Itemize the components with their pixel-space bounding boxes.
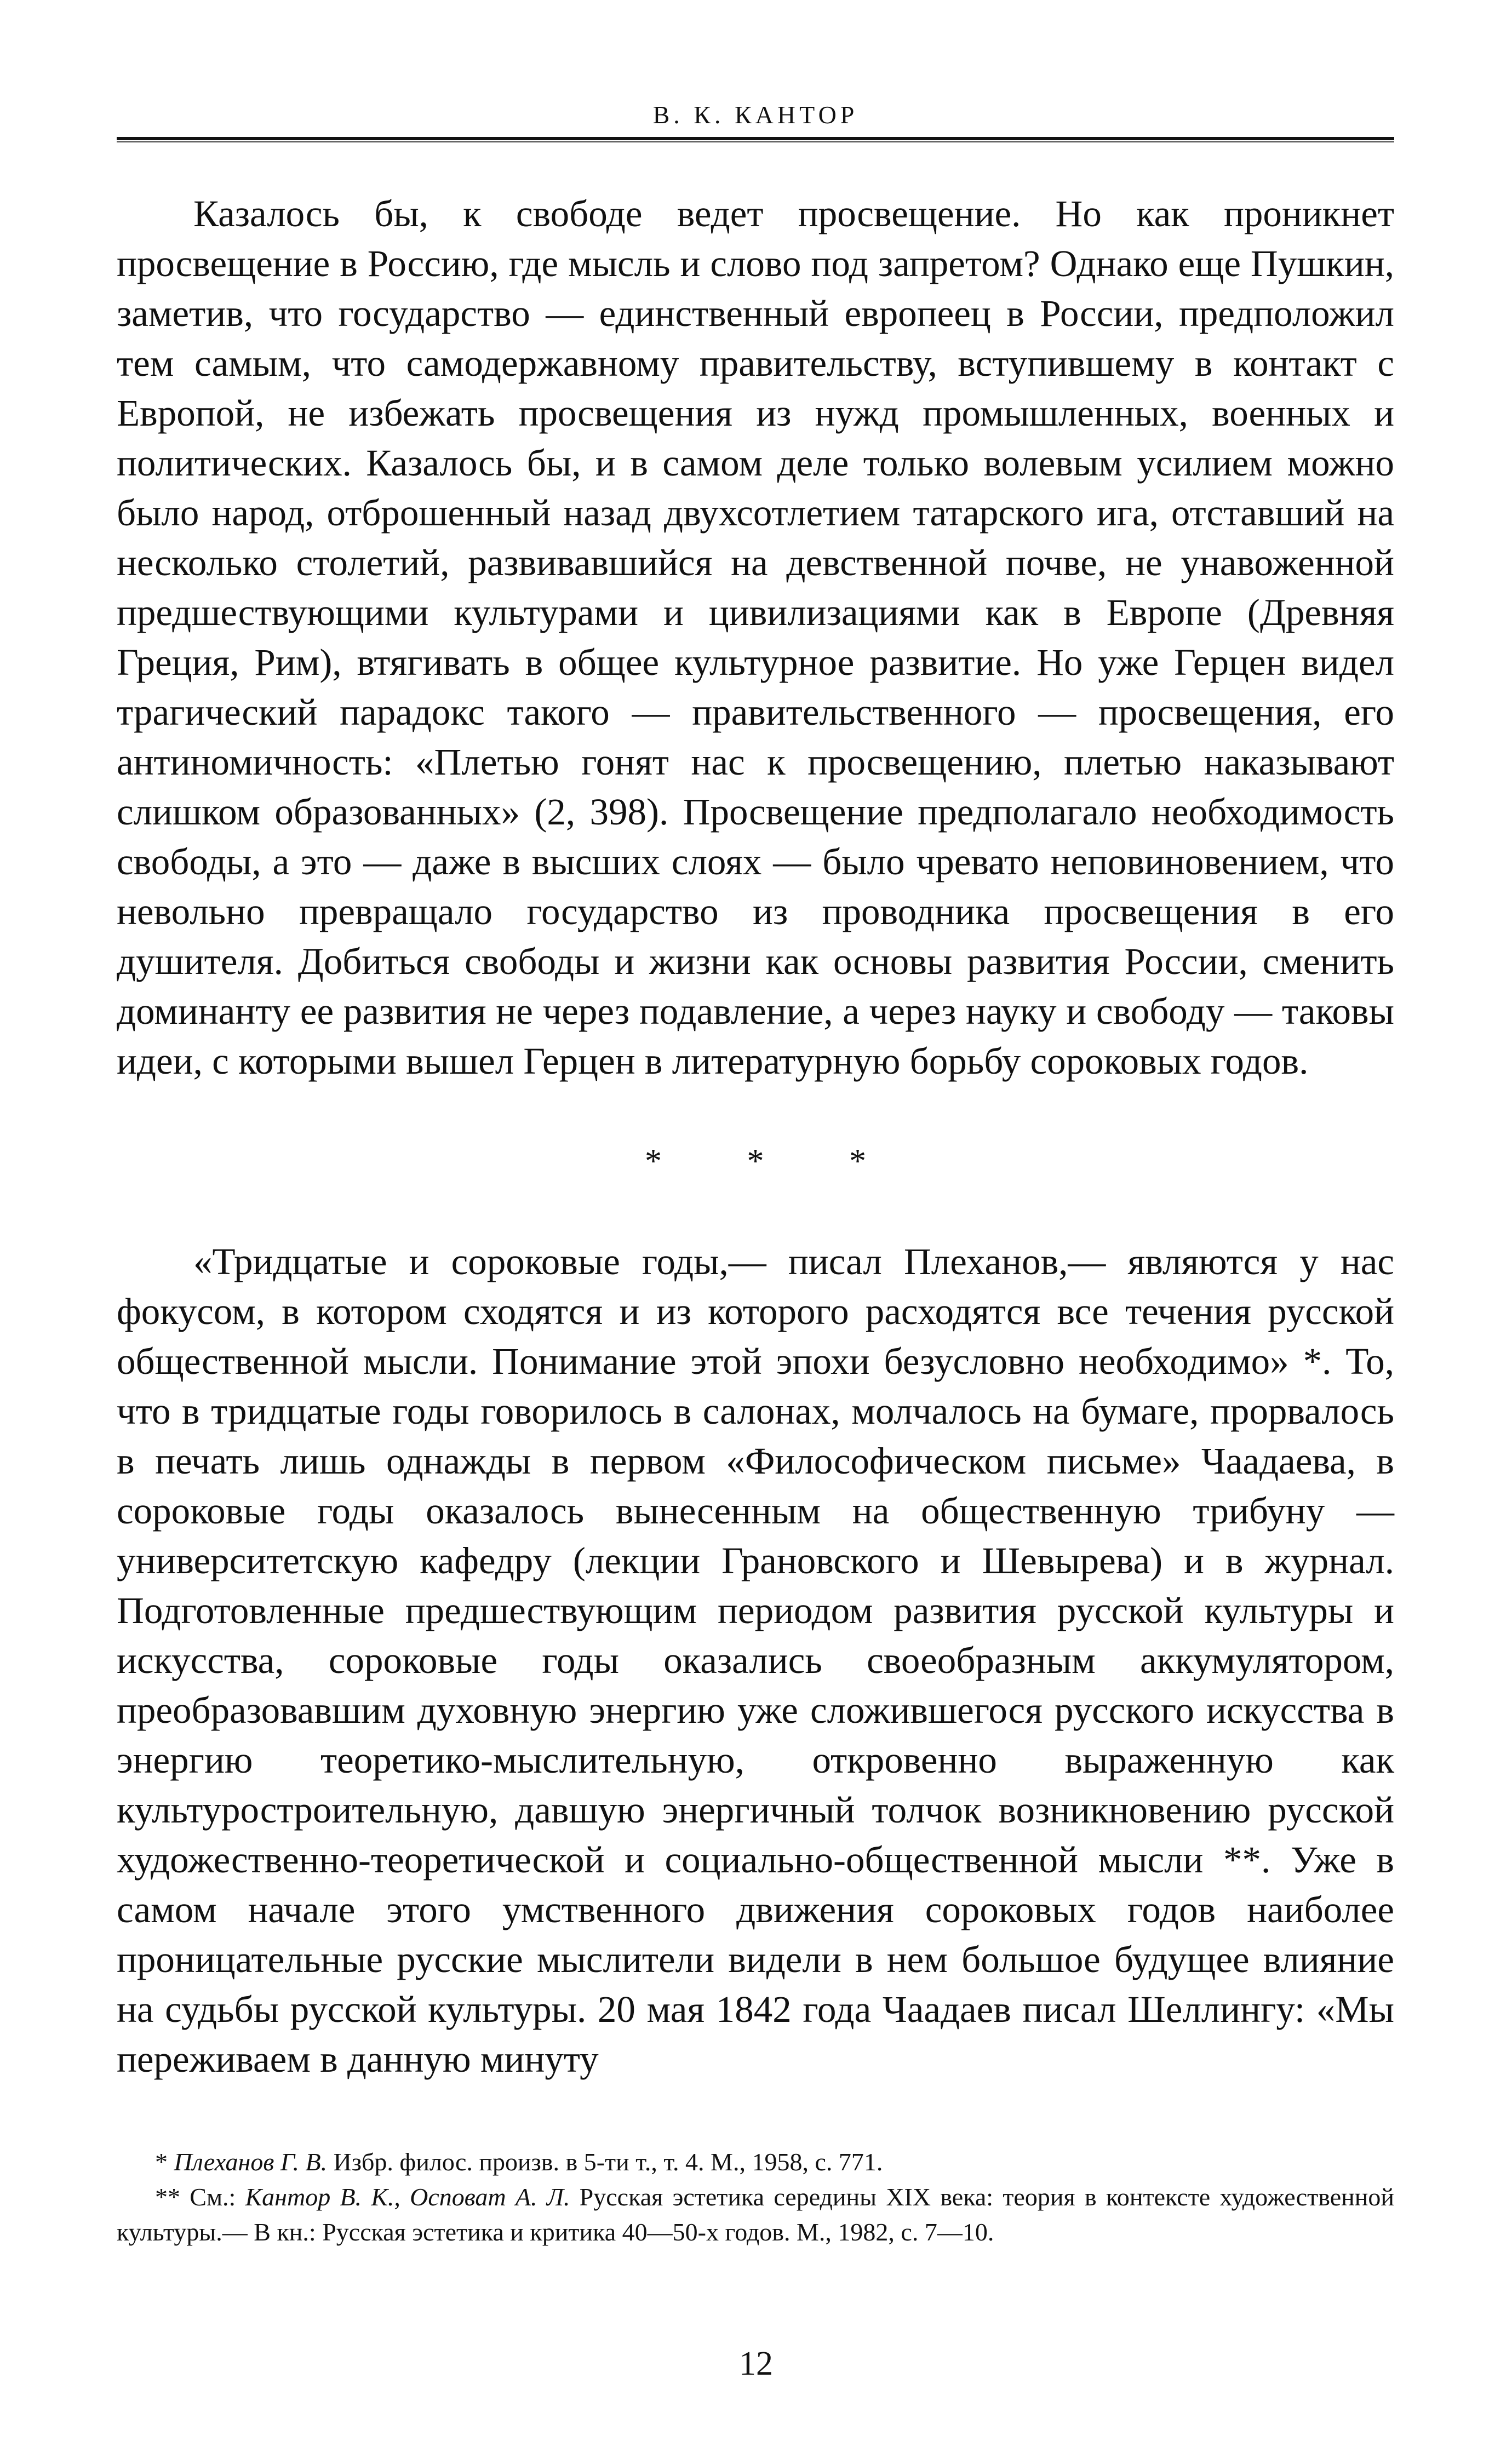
footnote-marker: * — [155, 2148, 174, 2176]
footnote-text: Русская эстетика середины XIX века: теория в контексте художественной культуры.— В кн.: Русская эстетика и критика 40—50-х годов. М., 1982, с. 7—10. — [117, 2183, 1395, 2246]
body-text — [117, 189, 1394, 2084]
footnote-author: Кантор В. К., Осповат А. Л. — [245, 2183, 570, 2211]
header-rule — [117, 137, 1394, 142]
paragraph: «Тридцатые и сороковые годы,— писал Плеханов,— являются у нас фокусом, в котором сходятся и из которого расходятся все течения русской общественной мысли. Понимание этой эпохи безусловно необходимо» *. То, что в тридцатые годы говорилось в салонах, молчалось на бумаге, прорвалось в печать лишь однажды в первом «Философическом письме» Чаадаева, в сороковые годы оказалось вынесенным на общественную трибуну — университетскую кафедру (лекции Грановского и Шевырева) и в журнал. Подготовленные предшествующим периодом развития русской культуры и искусства, сороковые годы оказались своеобразным аккумулятором, преобразовавшим духовную энергию уже сложившегося русского искусства в энергию теоретико-мыслительную, откровенно выраженную как культуростроительную, давшую энергичный толчок возникновению русской художественно-теоретической и социально-общественной мысли **. Уже в самом начале этого умственного движения сороковых годов наиболее проницательные русские мыслители видели в нем большое будущее влияние на судьбы русской культуры. 20 мая 1842 года Чаадаев писал Шеллингу: «Мы переживаем в данную минуту — [117, 1241, 1394, 2080]
footnote — [117, 2145, 1394, 2180]
footnote-author: Плеханов Г. В. — [174, 2148, 328, 2176]
page-number: 12 — [739, 2345, 773, 2382]
footnote-marker: ** См.: — [155, 2183, 245, 2211]
footnote-text: Избр. филос. произв. в 5-ти т., т. 4. М., 1958, с. 771. — [327, 2148, 883, 2176]
book-page — [117, 99, 1394, 2250]
running-head: В. К. КАНТОР — [652, 101, 858, 129]
section-break: * * * — [645, 1143, 904, 1180]
footnote — [117, 2180, 1394, 2250]
footnotes — [117, 2145, 1394, 2250]
paragraph: Казалось бы, к свободе ведет просвещение. Но как проникнет просвещение в Россию, где мысль и слово под запретом? Однако еще Пушкин, заметив, что государство — единственный европеец в России, предположил тем самым, что самодержавному правительству, вступившему в контакт с Европой, не избежать просвещения из нужд промышленных, военных и политических. Казалось бы, и в самом деле только волевым усилием можно было народ, отброшенный назад двухсотлетием татарского ига, отставший на несколько столетий, развивавшийся на девственной почве, не унавоженной предшествующими культурами и цивилизациями как в Европе (Древняя Греция, Рим), втягивать в общее культурное развитие. Но уже Герцен видел трагический парадокс такого — правительственного — просвещения, его антиномичность: «Плетью гонят нас к просвещению, плетью наказывают слишком образованных» (2, 398). Просвещение предполагало необходимость свободы, а это — даже в высших слоях — было чревато неповиновением, что невольно превращало государство из проводника просвещения в его душителя. Добиться свободы и жизни как основы развития России, сменить доминанту ее развития не через подавление, а через науку и свободу — таковы идеи, с которыми вышел Герцен в литературную борьбу сороковых годов. — [117, 193, 1394, 1082]
